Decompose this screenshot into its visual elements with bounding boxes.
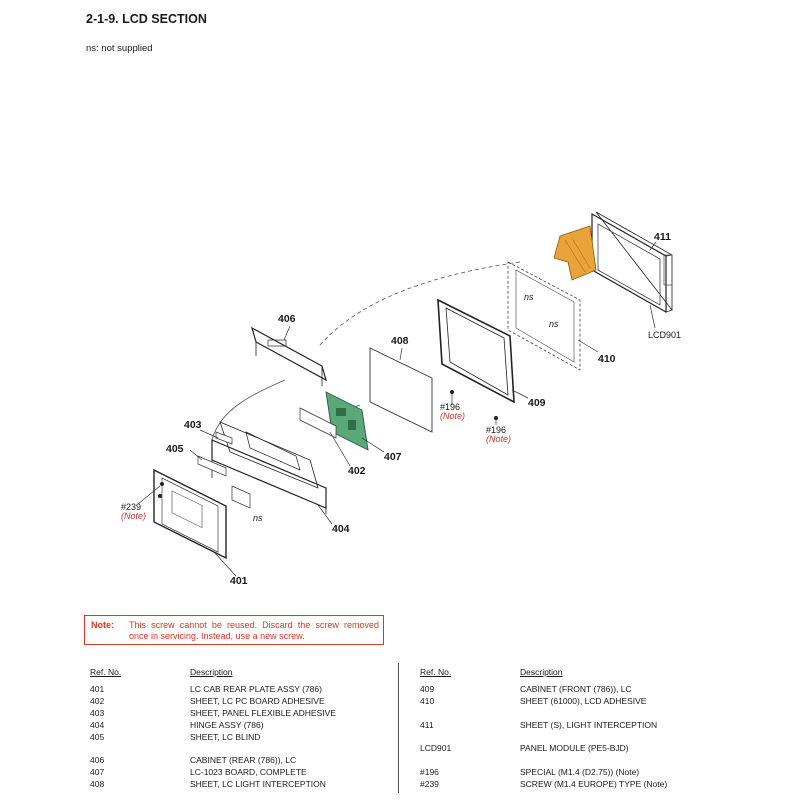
hinge-assembly-404: [212, 422, 326, 514]
ns-marker-middle: ns: [549, 319, 559, 329]
callout-410: 410: [598, 353, 616, 365]
ref-cell: 404: [90, 720, 105, 730]
ref-cell: 403: [90, 708, 105, 718]
desc-cell: SPECIAL (M1.4 (D2.75)) (Note): [520, 767, 640, 777]
note-text: This screw cannot be reused. Discard the screw removed once in servicing. Instead, use a new screw.: [129, 620, 379, 641]
adhesive-sheet-410: [508, 262, 580, 370]
parts-table-left: [90, 667, 390, 797]
panel-module-lcd901: [592, 212, 672, 312]
callout-409: 409: [528, 397, 546, 409]
ref-cell: 411: [420, 720, 434, 730]
ref-cell: 401: [90, 684, 105, 694]
desc-cell: SHEET, LC PC BOARD ADHESIVE: [190, 696, 325, 706]
rear-plate-401: [154, 470, 226, 558]
light-sheet-408: [370, 348, 432, 432]
callout-404: 404: [332, 523, 350, 535]
desc-cell: PANEL MODULE (PE5-BJD): [520, 743, 629, 753]
desc-cell: LC CAB REAR PLATE ASSY (786): [190, 684, 322, 694]
callout-402: 402: [348, 465, 366, 477]
ref-cell: 410: [420, 696, 435, 706]
ns-marker-upper: ns: [524, 292, 534, 302]
callout-407: 407: [384, 451, 402, 463]
desc-cell: SHEET (S), LIGHT INTERCEPTION: [520, 720, 658, 730]
callout-405: 405: [166, 443, 184, 455]
callout-403: 403: [184, 419, 202, 431]
desc-header-right: Description: [520, 667, 563, 677]
ref-cell: #239: [420, 779, 439, 789]
ref-cell: 402: [90, 696, 105, 706]
parts-table-right: [420, 667, 720, 797]
screw-196-note-b: (Note): [486, 434, 512, 444]
ns-sheet-lower: [232, 486, 250, 508]
desc-cell: CABINET (REAR (786)), LC: [190, 755, 297, 765]
flex-cable: [554, 226, 596, 280]
ns-legend: ns: not supplied: [86, 43, 153, 54]
screw-239-label: #239: [121, 502, 142, 512]
callout-408: 408: [391, 335, 409, 347]
screw-196-note-a: (Note): [440, 411, 466, 421]
ref-cell: 407: [90, 767, 105, 777]
desc-cell: HINGE ASSY (786): [190, 720, 264, 730]
desc-cell: SHEET, LC BLIND: [190, 732, 261, 742]
note-label: Note:: [91, 620, 114, 630]
callout-lcd901: LCD901: [648, 330, 682, 340]
desc-cell: SHEET, LC LIGHT INTERCEPTION: [190, 779, 326, 789]
page-title: 2-1-9. LCD SECTION: [86, 12, 207, 26]
board-407: [326, 392, 368, 450]
callout-401: 401: [230, 575, 248, 587]
desc-cell: CABINET (FRONT (786)), LC: [520, 684, 632, 694]
screw-239-note: (Note): [121, 511, 147, 521]
table-separator: [398, 663, 399, 793]
ref-cell: LCD901: [420, 743, 452, 753]
ref-cell: 408: [90, 779, 105, 789]
desc-cell: SCREW (M1.4 EUROPE) TYPE (Note): [520, 779, 668, 789]
desc-cell: SHEET (61000), LCD ADHESIVE: [520, 696, 647, 706]
desc-cell: LC-1023 BOARD, COMPLETE: [190, 767, 307, 777]
ref-cell: #196: [420, 767, 439, 777]
screw-196-label-a: #196: [440, 402, 461, 412]
note-box: [84, 615, 384, 645]
ref-header-right: Ref. No.: [420, 667, 452, 677]
ref-cell: 409: [420, 684, 435, 694]
ref-cell: 406: [90, 755, 105, 765]
screw-196-label-b: #196: [486, 425, 507, 435]
ref-cell: 405: [90, 732, 105, 742]
desc-cell: SHEET, PANEL FLEXIBLE ADHESIVE: [190, 708, 336, 718]
guide-curve-upper: [320, 262, 520, 345]
desc-header-left: Description: [190, 667, 233, 677]
callout-406: 406: [278, 313, 296, 325]
ns-marker-lower: ns: [253, 513, 263, 523]
rear-cabinet-406: [252, 328, 326, 386]
ref-header-left: Ref. No.: [90, 667, 122, 677]
callout-411: 411: [654, 231, 671, 243]
